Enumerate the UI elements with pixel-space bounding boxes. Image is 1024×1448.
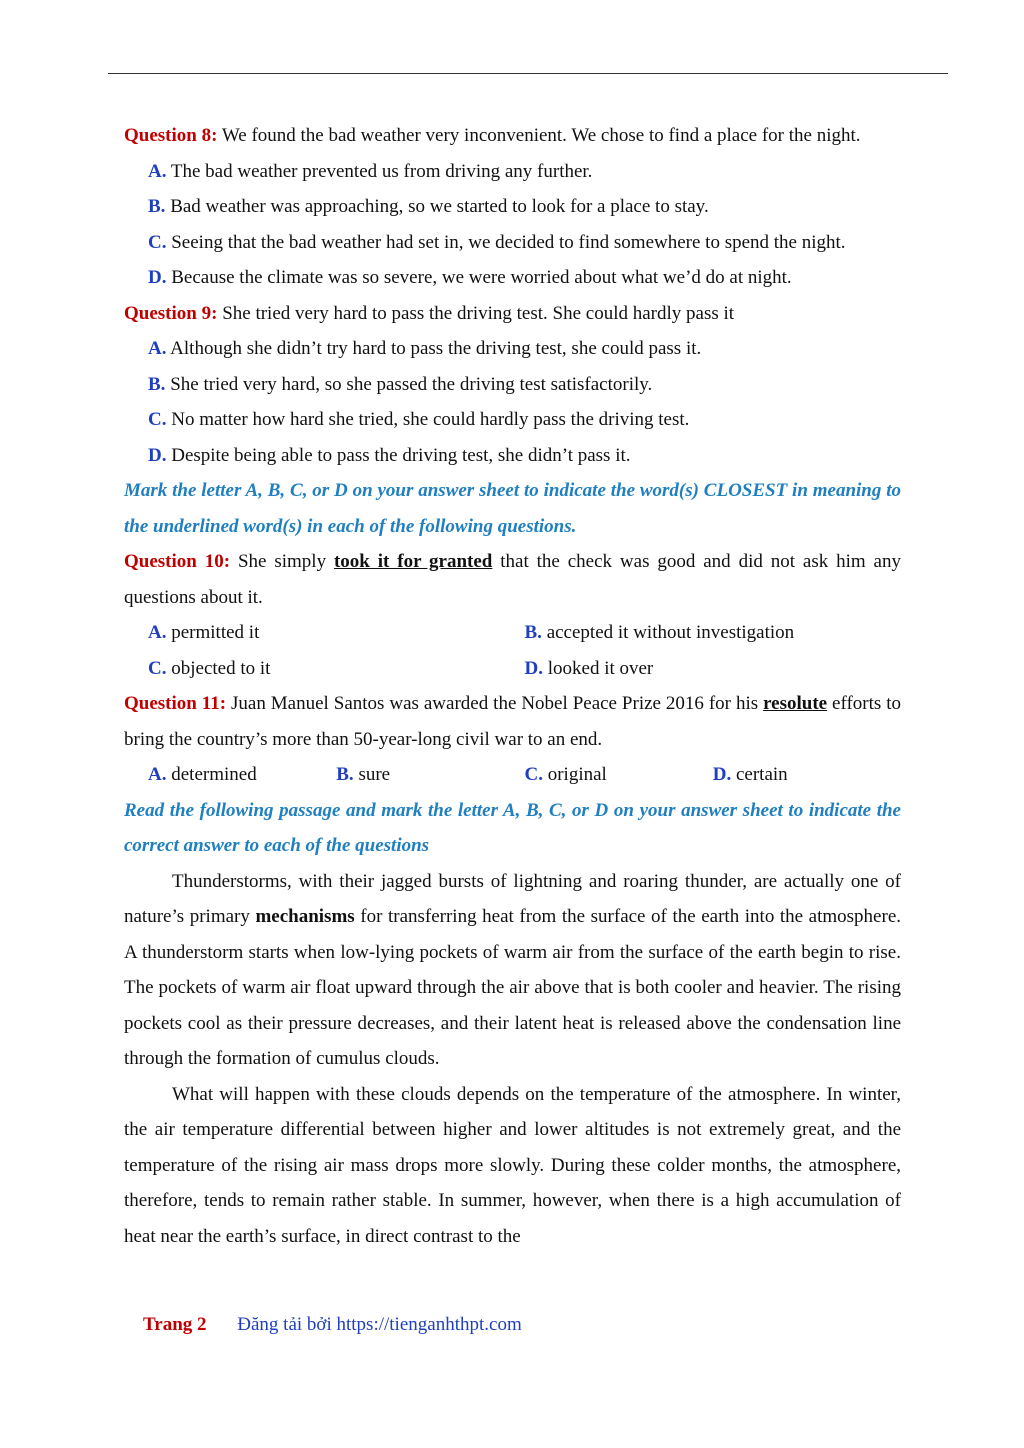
option-text: The bad weather prevented us from driving any further. — [166, 160, 593, 182]
passage-paragraph-1 — [124, 864, 901, 1077]
option-text: Seeing that the bad weather had set in, we decided to find somewhere to spend the night. — [166, 231, 846, 253]
question-label: Question 11: — [124, 693, 227, 714]
option-text: objected to it — [166, 657, 271, 679]
header-rule — [108, 73, 948, 74]
option-text: Because the climate was so severe, we were worried about what we’d do at night. — [166, 267, 792, 288]
option-a — [148, 615, 525, 651]
question-11 — [124, 686, 901, 757]
option-b — [525, 615, 902, 651]
underlined-word: resolute — [763, 693, 828, 714]
source-credit: Đăng tải bởi https://tienganhthpt.com — [237, 1314, 522, 1335]
option-d — [713, 757, 901, 793]
option-text: looked it over — [542, 657, 654, 679]
passage-text: for transferring heat from the surface of the earth into the atmosphere. A thunderstorm starts when low-lying pockets of warm air from the surface of the earth begin to rise. The pockets of warm air float upward through the air above that is both cooler and heavier. The rising pockets cool as their pressure decreases, and their latent heat is released above the condensation line through the formation of cumulus clouds. — [124, 906, 902, 1069]
section-instruction: Read the following passage and mark the letter A, B, C, or D on your answer sheet to indicate the correct answer to each of the questions — [124, 799, 901, 856]
option-letter: B. — [524, 622, 542, 643]
options-row — [124, 651, 901, 687]
option-a — [148, 757, 336, 793]
option-letter: D. — [148, 267, 167, 288]
options-row — [124, 615, 901, 651]
option-text: Despite being able to pass the driving test, she didn’t pass it. — [166, 444, 631, 466]
bold-word: mechanisms — [255, 906, 355, 927]
option-text: No matter how hard she tried, she could hardly pass the driving test. — [166, 409, 690, 430]
option-letter: D. — [712, 764, 732, 785]
option-text: permitted it — [166, 622, 260, 643]
option-c — [525, 757, 713, 793]
option-text: She tried very hard, so she passed the driving test satisfactorily. — [165, 373, 653, 395]
question-stem: She simply — [230, 551, 334, 572]
option-letter: B. — [148, 196, 166, 217]
underlined-phrase: took it for granted — [333, 551, 493, 572]
option-b — [124, 367, 901, 403]
question-stem: We found the bad weather very inconvenient. We chose to find a place for the night. — [217, 125, 861, 146]
option-a — [124, 331, 901, 367]
question-label: Question 10: — [124, 551, 231, 572]
option-letter: C. — [524, 764, 543, 785]
option-b — [124, 189, 901, 225]
question-stem: She tried very hard to pass the driving test. She could hardly pass it — [217, 302, 735, 324]
option-text: sure — [353, 764, 391, 785]
option-letter: D. — [524, 657, 543, 679]
option-letter: A. — [148, 160, 167, 182]
question-label: Question 9: — [124, 302, 218, 324]
page-content — [124, 118, 901, 1254]
options-row — [124, 757, 901, 793]
option-letter: C. — [148, 409, 167, 430]
question-10 — [124, 544, 901, 615]
option-letter: B. — [148, 373, 166, 395]
question-stem: that the check was good and did not ask him any questions about it. — [124, 551, 901, 608]
option-d — [525, 651, 902, 687]
page-footer — [143, 1314, 522, 1336]
option-letter: B. — [336, 764, 354, 785]
passage-paragraph-2: What will happen with these clouds depends on the temperature of the atmosphere. In winter, the air temperature differential between higher and lower altitudes is not extremely great, and the temperature of the rising air mass drops more slowly. During these colder months, the atmosphere, therefore, tends to remain rather stable. In summer, however, when there is a high accumulation of heat near the earth’s surface, in direct contrast to the — [124, 1083, 901, 1247]
option-b — [336, 757, 524, 793]
question-8 — [124, 118, 901, 154]
option-text: determined — [166, 764, 257, 785]
option-letter: D. — [148, 444, 167, 466]
option-letter: A. — [148, 622, 167, 643]
option-d — [124, 260, 901, 296]
option-letter: A. — [148, 338, 167, 359]
option-c — [124, 225, 901, 261]
option-letter: C. — [148, 657, 167, 679]
option-letter: A. — [148, 764, 167, 785]
section-instruction: Mark the letter A, B, C, or D on your answer sheet to indicate the word(s) CLOSEST in meaning to the underlined word(s) in each of the following questions. — [124, 480, 901, 537]
option-letter: C. — [148, 231, 167, 253]
question-stem: efforts to bring the country’s more than 50-year-long civil war to an end. — [124, 693, 901, 750]
option-text: Although she didn’t try hard to pass the driving test, she could pass it. — [166, 338, 702, 359]
question-label: Question 8: — [124, 125, 218, 146]
option-c — [124, 402, 901, 438]
page-number: 2 — [197, 1314, 207, 1335]
option-c — [148, 651, 525, 687]
option-text: accepted it without investigation — [541, 622, 795, 643]
option-a — [124, 154, 901, 190]
option-d — [124, 438, 901, 474]
question-9 — [124, 296, 901, 332]
passage-text: Thunderstorms, with their jagged bursts of lightning and roaring thunder, are actually one of nature’s primary — [124, 870, 901, 927]
page-label: Trang — [143, 1314, 193, 1335]
option-text: certain — [731, 764, 788, 785]
question-stem: Juan Manuel Santos was awarded the Nobel Peace Prize 2016 for his — [226, 693, 764, 714]
option-text: original — [542, 764, 607, 785]
option-text: Bad weather was approaching, so we started to look for a place to stay. — [165, 196, 709, 217]
